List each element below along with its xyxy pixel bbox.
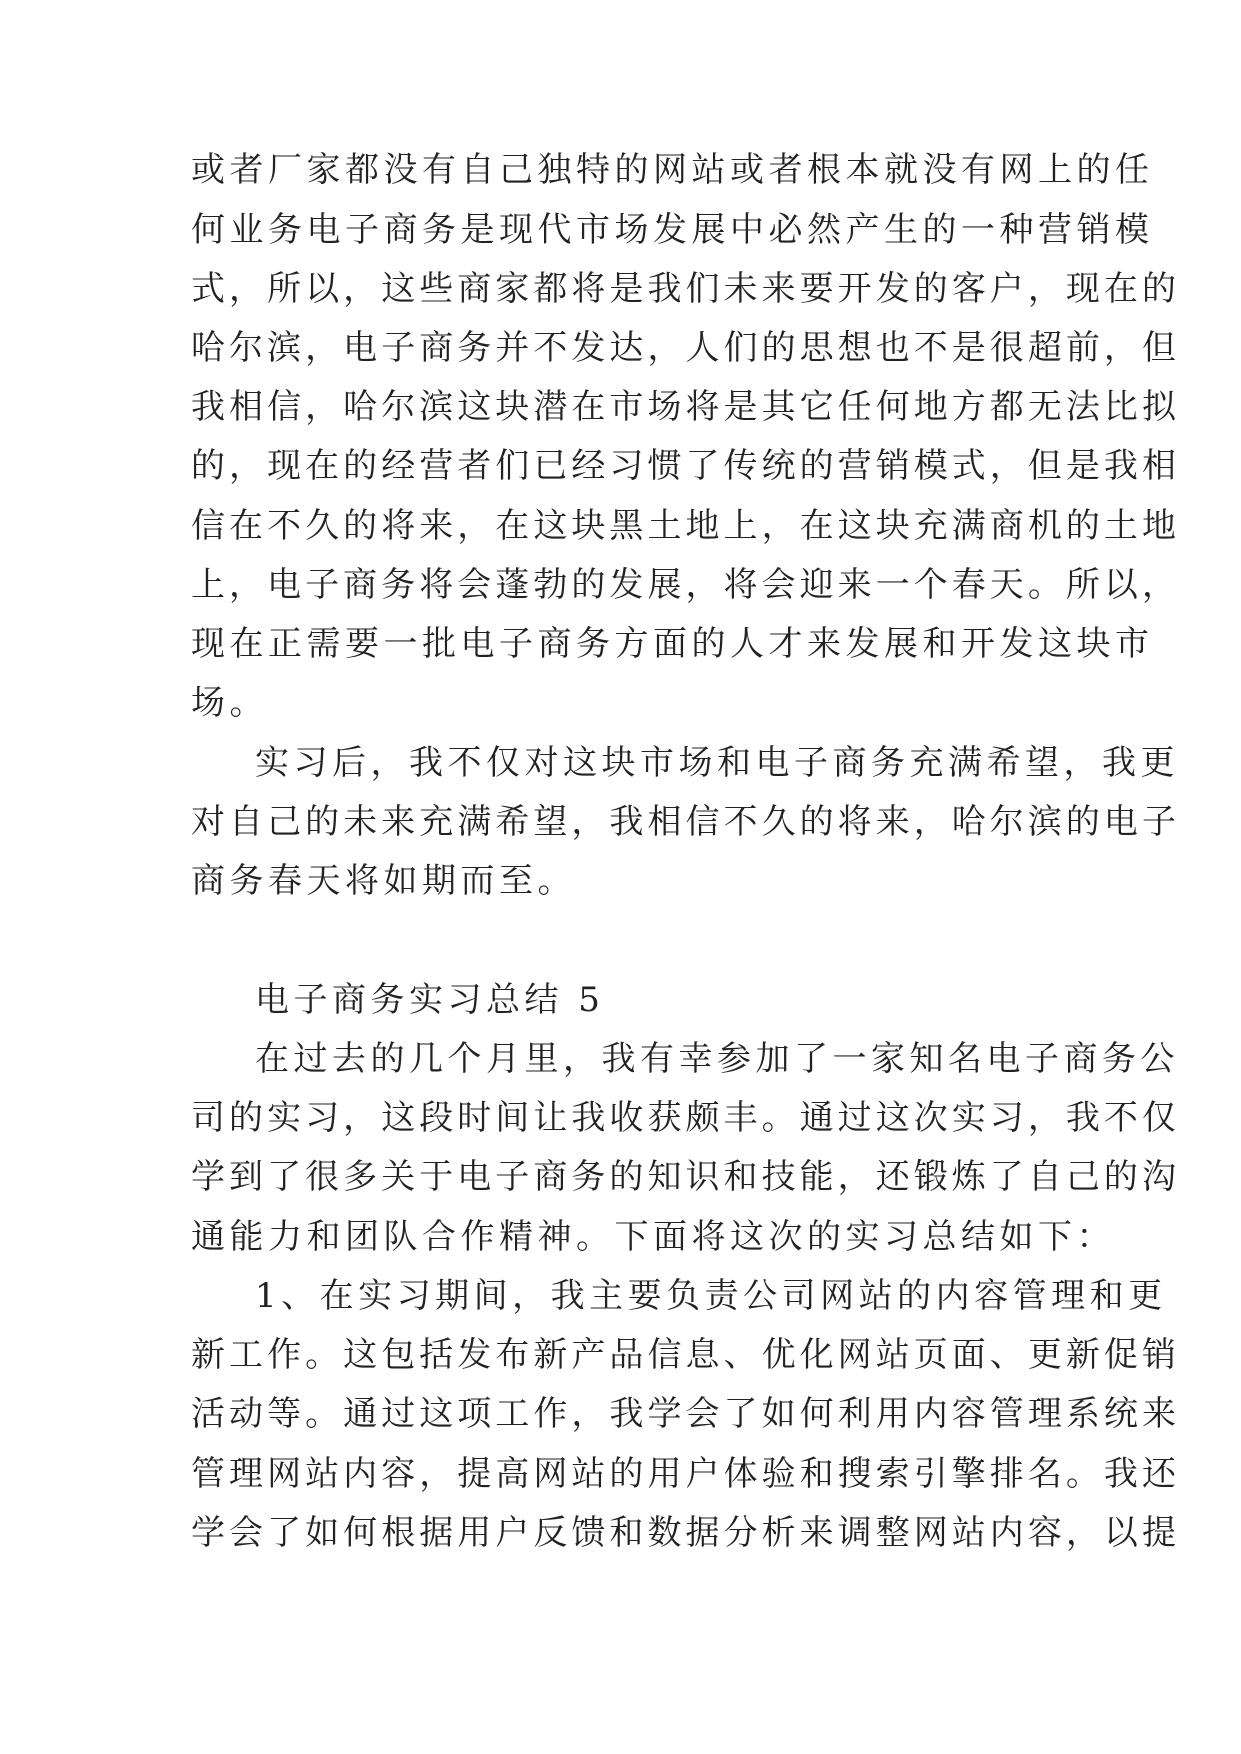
text-line: 的，现在的经营者们已经习惯了传统的营销模式，但是我相 (191, 446, 1180, 486)
text-line: 或者厂家都没有自己独特的网站或者根本就没有网上的任 (191, 150, 1154, 190)
text-line: 我相信，哈尔滨这块潜在市场将是其它任何地方都无法比拟 (191, 387, 1180, 427)
text-line: 何业务电子商务是现代市场发展中必然产生的一种营销模 (191, 210, 1154, 250)
text-line: 新工作。这包括发布新产品信息、优化网站页面、更新促销 (191, 1335, 1180, 1375)
text-line: 现在正需要一批电子商务方面的人才来发展和开发这块市 (191, 624, 1154, 664)
text-line: 上，电子商务将会蓬勃的发展，将会迎来一个春天。所以， (191, 565, 1180, 605)
text-line: 司的实习，这段时间让我收获颇丰。通过这次实习，我不仅 (191, 1098, 1180, 1138)
text-line: 商务春天将如期而至。 (191, 861, 576, 901)
text-line: 1、在实习期间，我主要负责公司网站的内容管理和更 (255, 1276, 1167, 1316)
text-line: 活动等。通过这项工作，我学会了如何利用内容管理系统来 (191, 1394, 1180, 1434)
text-line: 哈尔滨，电子商务并不发达，人们的思想也不是很超前，但 (191, 328, 1180, 368)
text-line: 实习后，我不仅对这块市场和电子商务充满希望，我更 (255, 743, 1179, 783)
text-line: 在过去的几个月里，我有幸参加了一家知名电子商务公 (255, 1039, 1179, 1079)
text-line: 信在不久的将来，在这块黑土地上，在这块充满商机的土地 (191, 506, 1180, 546)
text-line: 学会了如何根据用户反馈和数据分析来调整网站内容，以提 (191, 1513, 1180, 1553)
text-line: 式，所以，这些商家都将是我们未来要开发的客户，现在的 (191, 269, 1180, 309)
text-line: 场。 (191, 683, 268, 723)
text-line: 学到了很多关于电子商务的知识和技能，还锻炼了自己的沟 (191, 1157, 1180, 1197)
text-line: 管理网站内容，提高网站的用户体验和搜索引擎排名。我还 (191, 1454, 1180, 1494)
section-heading: 电子商务实习总结 5 (255, 980, 605, 1020)
text-line: 通能力和团队合作精神。下面将这次的实习总结如下： (191, 1217, 1115, 1257)
text-line: 对自己的未来充满希望，我相信不久的将来，哈尔滨的电子 (191, 802, 1180, 842)
